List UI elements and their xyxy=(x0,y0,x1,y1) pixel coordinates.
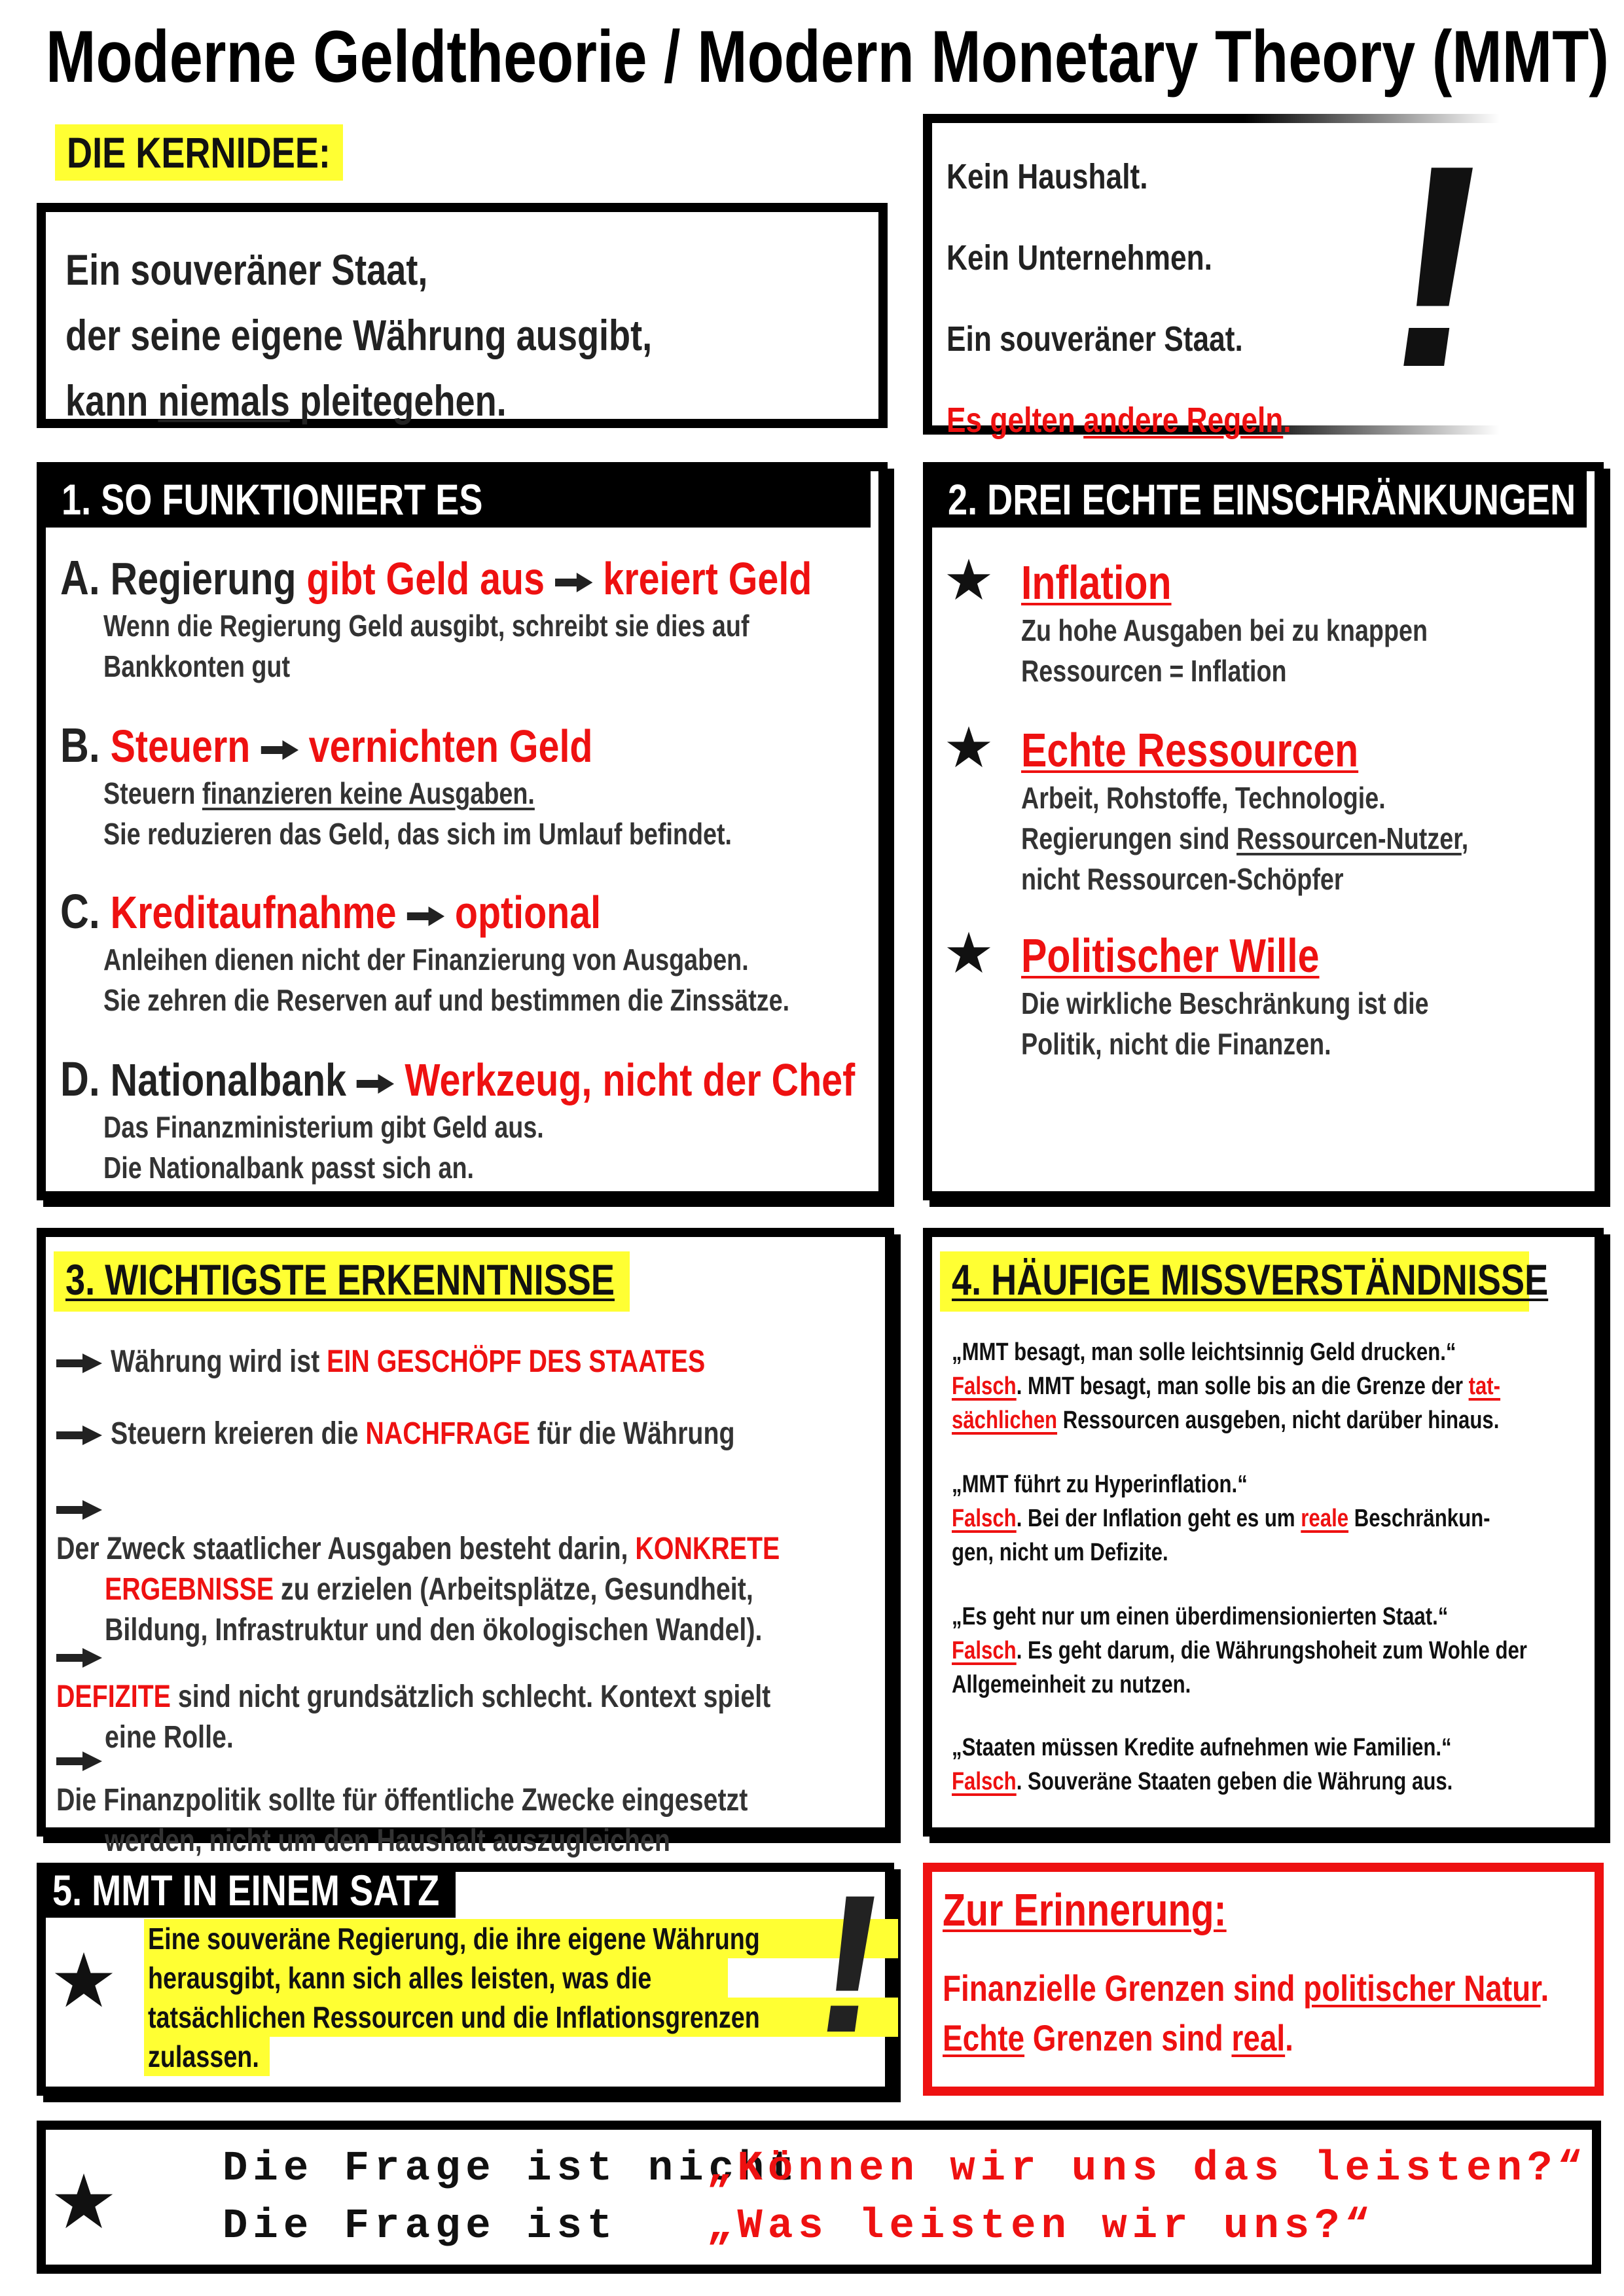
insight-item: DEFIZITE sind nicht grundsätzlich schlecht. Kontext spielt eine Rolle. xyxy=(56,1636,928,1758)
kernidee-line: Ein souveräner Staat, xyxy=(65,245,428,294)
star-icon xyxy=(52,2170,115,2233)
misconception-item: „Staaten müssen Kredite aufnehmen wie Familien.“ Falsch. Souveräne Staaten geben die Währung aus. xyxy=(952,1734,1453,1795)
footer-line: Die Frage ist nicht xyxy=(223,2145,800,2193)
arrow-right-icon xyxy=(56,1500,102,1520)
insight-item: Die Finanzpolitik sollte für öffentliche Zwecke eingesetzt werden, nicht um den Haushalt auszugleichen xyxy=(56,1740,899,1861)
star-icon xyxy=(945,724,992,771)
misconception-item: „Es geht nur um einen überdimensionierten Staat.“ Falsch. Es geht darum, die Währungshoheit zum Wohle der Allgemeinheit zu nutzen. xyxy=(952,1603,1527,1698)
section-title: 5. MMT IN EINEM SATZ xyxy=(37,1863,456,1918)
section-title: 2. DREI ECHTE EINSCHRÄNKUNGEN xyxy=(932,471,1587,528)
star-icon xyxy=(945,929,992,977)
constraint-item: Politischer Wille Die wirkliche Beschränkung ist die Politik, nicht die Finanzen. xyxy=(945,929,1518,1064)
footer-question: „Was leisten wir uns?“ xyxy=(707,2203,1375,2250)
arrow-right-icon xyxy=(261,740,298,760)
arrow-right-icon xyxy=(56,1751,102,1771)
aside-line: Kein Haushalt. xyxy=(947,157,1148,196)
exclamation-icon: ! xyxy=(1367,106,1509,427)
arrow-right-icon xyxy=(56,1354,102,1373)
andere-regeln: andere Regeln xyxy=(1083,401,1284,440)
insight-item: Der Zweck staatlicher Ausgaben besteht darin, KONKRETE ERGEBNISSE zu erzielen (Arbeitsplätze, Gesundheit, Bildung, Infrastruktur und den ökologischen Wandel). xyxy=(56,1488,939,1651)
footer-question: „Können wir uns das leisten?“ xyxy=(707,2145,1588,2193)
section-erkenntnisse xyxy=(37,1228,894,1858)
section-missverstaendnisse xyxy=(923,1228,1604,1837)
constraint-item: Echte Ressourcen Arbeit, Rohstoffe, Technologie. Regierungen sind Ressourcen-Nutzer, nicht Ressourcen-Schöpfer xyxy=(945,724,1566,899)
arrow-right-icon xyxy=(56,1426,102,1445)
arrow-right-icon xyxy=(407,906,444,926)
arrow-right-icon xyxy=(555,573,592,592)
kernidee-box: Ein souveräner Staat, der seine eigene Währung ausgibt, kann niemals pleitegehen. xyxy=(37,203,888,428)
constraint-item: Inflation Zu hohe Ausgaben bei zu knappen Ressourcen = Inflation xyxy=(945,556,1517,691)
section-mmt-satz xyxy=(37,1854,899,2096)
misconception-item: „MMT führt zu Hyperinflation.“ Falsch. Bei der Inflation geht es um reale Beschränkun- gen, nicht um Defizite. xyxy=(952,1471,1490,1566)
footer-line: Die Frage ist xyxy=(223,2203,618,2250)
star-icon xyxy=(945,556,992,603)
item-d: D. Nationalbank Werkzeug, nicht der Chef Das Finanzministerium gibt Geld aus. Die Nationalbank passt sich an. xyxy=(60,1052,856,1185)
insight-item: Steuern kreieren die NACHFRAGE für die Währung xyxy=(56,1414,872,1454)
exclamation-icon: ! xyxy=(803,1854,899,2073)
kernidee-line: der seine eigene Währung ausgibt, xyxy=(65,311,653,359)
item-a: A. Regierung gibt Geld aus kreiert Geld Wenn die Regierung Geld ausgibt, schreibt sie dies auf Bankkonten gut xyxy=(60,550,812,683)
footer-box xyxy=(37,2121,1601,2274)
reminder-box xyxy=(923,1863,1604,2096)
arrow-right-icon xyxy=(357,1074,394,1094)
kernidee-label: DIE KERNIDEE: xyxy=(55,124,343,181)
page-title: Moderne Geldtheorie / Modern Monetary Theory (MMT) xyxy=(46,16,1609,98)
insight-item: Währung wird ist EIN GESCHÖPF DES STAATES xyxy=(56,1342,836,1382)
aside-box: Kein Haushalt. Kein Unternehmen. Ein souveräner Staat. Es gelten andere Regeln. ! xyxy=(923,114,1499,435)
misconception-item: „MMT besagt, man solle leichtsinnig Geld drucken.“ Falsch. MMT besagt, man solle bis an die Grenze der tat- sächlichen Ressourcen ausgeben, nicht darüber hinaus. xyxy=(952,1338,1501,1434)
star-icon xyxy=(52,1949,115,2012)
section-einschraenkungen xyxy=(923,462,1604,1200)
section-title: 1. SO FUNKTIONIERT ES xyxy=(46,471,871,528)
arrow-right-icon xyxy=(56,1648,102,1668)
reminder-text: Finanzielle Grenzen sind politischer Natur. Echte Grenzen sind real. xyxy=(943,1967,1549,2058)
section-so-funktioniert xyxy=(37,462,888,1200)
aside-line: Kein Unternehmen. xyxy=(947,238,1212,278)
item-b: B. Steuern vernichten Geld Steuern finanzieren keine Ausgaben. Sie reduzieren das Geld, das sich im Umlauf befindet. xyxy=(60,718,732,851)
reminder-title: Zur Erinnerung: xyxy=(943,1884,1227,1935)
mmt-sentence: Eine souveräne Regierung, die ihre eigene Währung herausgibt, kann sich alles leisten, was die tatsächlichen Ressourcen und die Inflationsgrenzen zulassen. xyxy=(144,1919,898,2076)
aside-line: Ein souveräner Staat. xyxy=(947,319,1243,359)
section-title: 4. HÄUFIGE MISSVERSTÄNDNISSE xyxy=(940,1251,1529,1312)
section-title: 3. WICHTIGSTE ERKENNTNISSE xyxy=(54,1251,630,1312)
niemals-emphasis: niemals xyxy=(158,376,290,425)
item-c: C. Kreditaufnahme optional Anleihen dienen nicht der Finanzierung von Ausgaben. Sie zehren die Reserven auf und bestimmen die Zinssätze. xyxy=(60,884,790,1017)
